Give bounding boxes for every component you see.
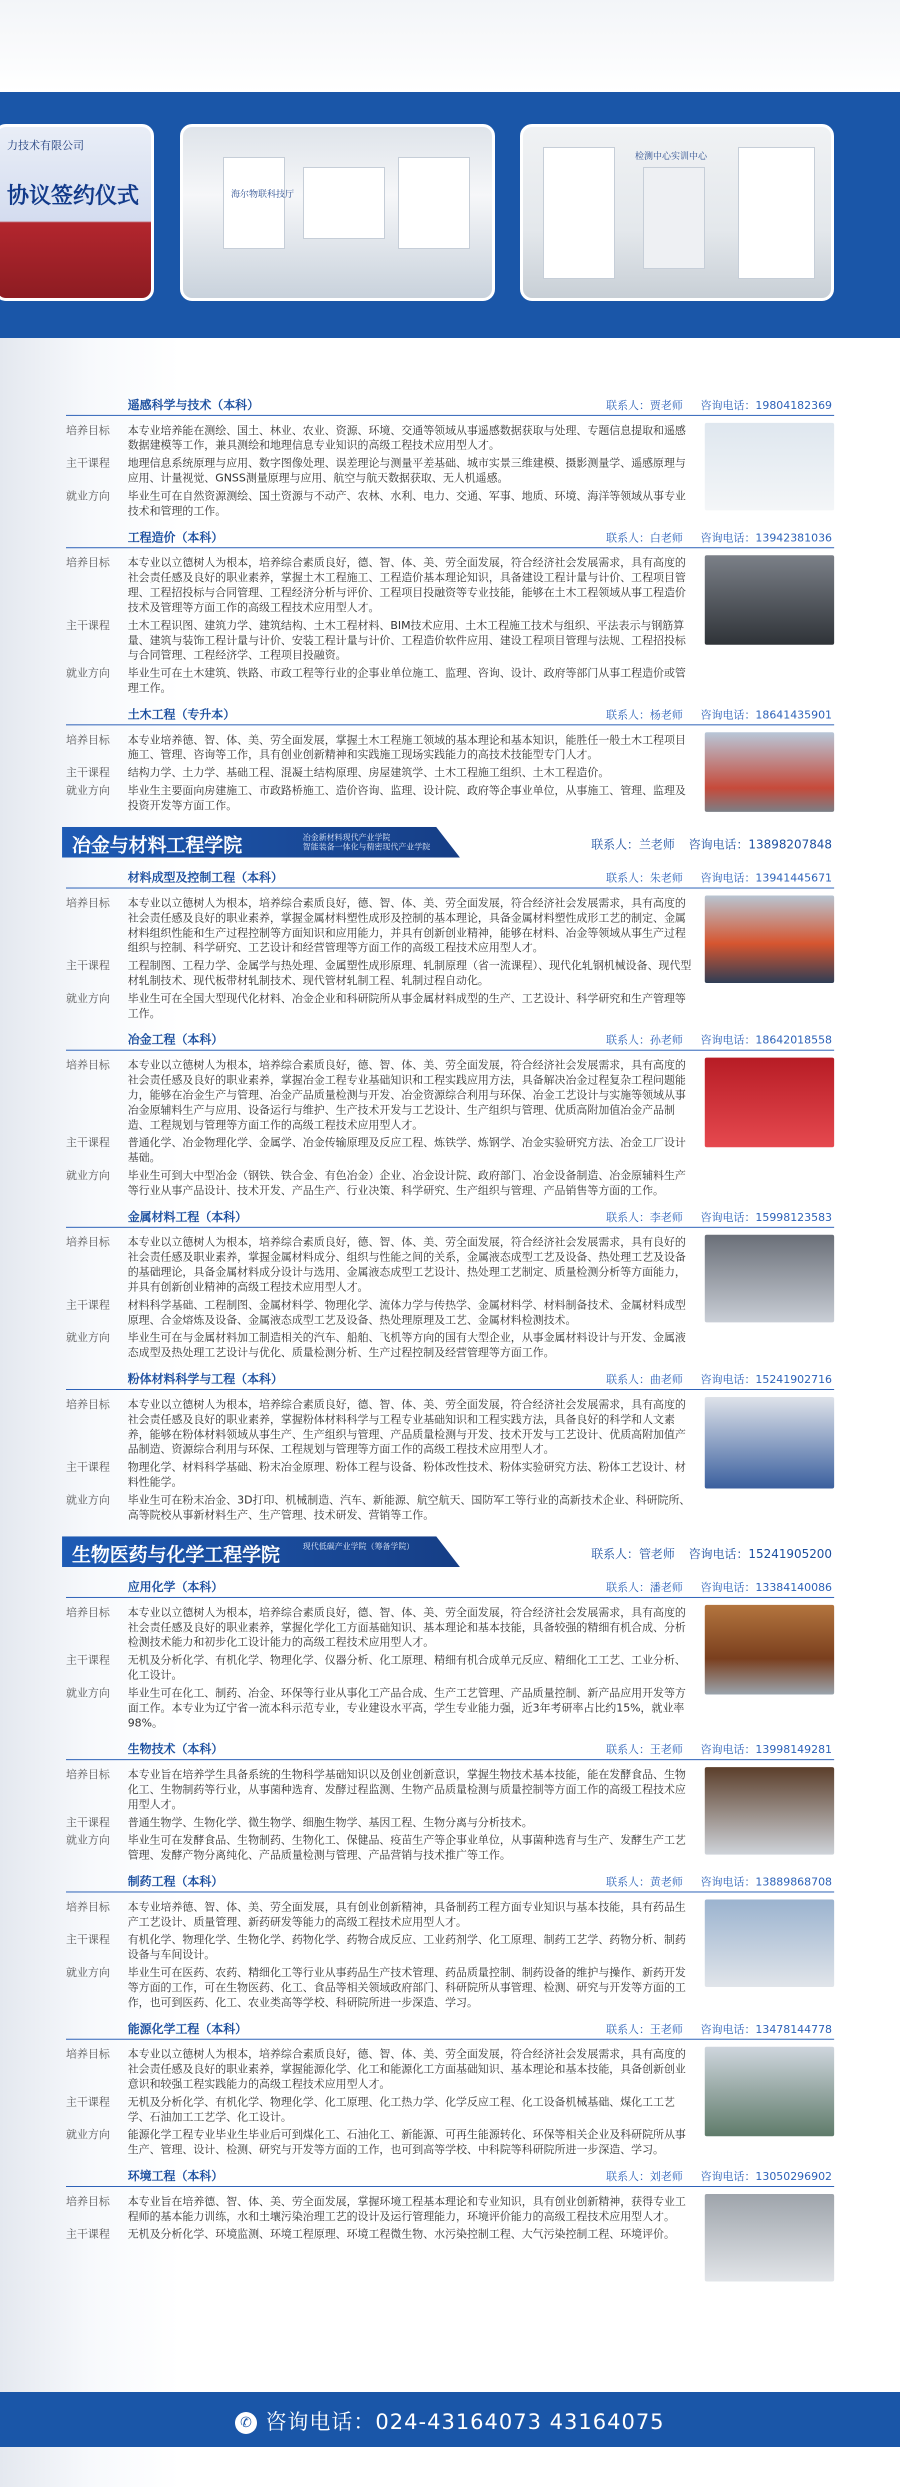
corridor-door	[643, 167, 705, 269]
row-label: 主干课程	[66, 766, 110, 780]
program-list	[66, 395, 834, 2385]
corridor-wall	[543, 147, 615, 279]
program-row	[66, 456, 697, 486]
row-text: 能源化学工程专业毕业生毕业后可到煤化工、石油化工、新能源、可再生能源转化、环保等相关企业及科研院所从事生产、管理、设计、检测、研究与开发等方面的工作，也可到高等学校、中科院等科研院所进一步深造、学习。	[127, 2128, 686, 2157]
program-header	[66, 1369, 834, 1390]
row-label: 培养目标	[66, 733, 110, 747]
row-text: 本专业培养能在测绘、国土、林业、农业、资源、环境、交通等领域从事遥感数据获取与处理、专题信息提取和遥感数据建模等工作，兼具测绘和地理信息专业知识的高级工程技术应用型人才。	[127, 423, 686, 452]
row-label: 就业方向	[66, 784, 110, 797]
row-label: 主干课程	[66, 959, 110, 973]
program-title: 制药工程（本科）	[127, 1874, 224, 1889]
program-row	[66, 618, 697, 663]
contact-phone: 咨询电话：19804182369	[700, 398, 832, 412]
program-row	[66, 1168, 697, 1198]
row-label: 培养目标	[66, 1397, 110, 1411]
contact-person: 联系人：贾老师	[606, 398, 683, 412]
program-row	[66, 895, 697, 955]
program-row	[66, 1686, 697, 1731]
college-subtitle	[303, 1542, 414, 1552]
row-label: 主干课程	[66, 2095, 110, 2109]
program-row	[66, 2227, 697, 2242]
row-label: 培养目标	[66, 423, 110, 437]
row-text: 本专业旨在培养学生具备系统的生物科学基础知识以及创业创新意识，掌握生物技术基本技能，能在发酵食品、生物化工、生物制药等行业，从事菌种选育、发酵过程监测、生物产品质量检测与质量控制等方面工作的高级工程技术应用型人才。	[127, 1768, 686, 1811]
college-contact-person: 联系人：管老师	[591, 1547, 675, 1562]
contact-phone: 咨询电话：15241902716	[700, 1373, 832, 1387]
row-text: 毕业生可在自然资源测绘、国土资源与不动产、农林、水利、电力、交通、军事、地质、环境、海洋等领域从事专业技术和管理的工作。	[127, 489, 686, 518]
row-text: 本专业以立德树人为根本，培养综合素质良好，德、智、体、美、劳全面发展，符合经济社会发展需求，具有高度的社会责任感及良好的职业素养，掌握化学化工方面基础知识、基本理论和基本技能，具备较强的精细有机合成、分析检测技术能力和初步化工设计能力的高级工程技术应用型人才。	[127, 1605, 686, 1649]
row-text: 毕业生可在发酵食品、生物制药、生物化工、保健品、疫苗生产等企事业单位，从事菌种选育与生产、发酵生产工艺管理、发酵产物分离纯化、产品质量检测与管理、产品营销与技术推广等工作。	[127, 1833, 686, 1862]
program-row	[66, 1235, 697, 1295]
program-section	[66, 1577, 834, 1733]
program-contact	[588, 529, 832, 545]
program-row	[66, 1058, 697, 1133]
program-title: 工程造价（本科）	[127, 530, 224, 545]
program-row	[66, 2094, 697, 2124]
row-label: 就业方向	[66, 1331, 110, 1345]
row-label: 就业方向	[66, 992, 110, 1005]
row-text: 本专业以立德树人为根本，培养综合素质良好，德、智、体、美、劳全面发展，符合经济社会发展需求，具有高度的社会责任感及良好的职业素养，掌握金属材料塑性成形及控制的基本理论，具备金属材料塑性成形工艺的制定、金属材料组织性能和生产过程控制等方面知识和应用能力，并具有创新创业精神，能够在材料、冶金等领域从事生产过程组织与控制、科学研究、工艺设计和经营管理等方面工作的高级工程技术应用型人才。	[127, 896, 686, 955]
contact-person: 联系人：孙老师	[606, 1033, 683, 1047]
program-section	[66, 1030, 834, 1201]
college-contact-phone: 咨询电话：13898207848	[688, 837, 832, 852]
contact-person: 联系人：李老师	[606, 1210, 683, 1224]
row-text: 无机及分析化学、有机化学、物理化学、仪器分析、化工原理、精细有机合成单元反应、精细化工工艺、工业分析、化工设计。	[127, 1653, 686, 1682]
footer-phone-text: 咨询电话：024-43164073 43164075	[265, 2410, 665, 2434]
program-photo	[705, 732, 834, 812]
contact-phone: 咨询电话：13889868708	[700, 1875, 832, 1889]
program-row	[66, 1297, 697, 1327]
program-row	[66, 2127, 697, 2157]
row-label: 培养目标	[66, 556, 110, 570]
program-row	[66, 1492, 697, 1522]
program-section	[66, 1369, 834, 1525]
program-row	[66, 666, 697, 696]
program-row	[66, 1965, 697, 2010]
program-row	[66, 1899, 697, 1929]
row-label: 就业方向	[66, 1833, 110, 1847]
program-title: 冶金工程（本科）	[127, 1032, 224, 1047]
program-photo	[705, 2047, 834, 2137]
program-title: 应用化学（本科）	[127, 1580, 224, 1594]
program-title: 粉体材料科学与工程（本科）	[127, 1372, 283, 1387]
row-text: 土木工程识图、建筑力学、建筑结构、土木工程材料、BIM技术应用、土木工程施工技术与组织、平法表示与钢筋算量、建筑与装饰工程计量与计价、安装工程计量与计价、工程造价软件应用、建设工程项目管理与法规、工程招投标与合同管理、工程经济学、工程项目投融资。	[127, 618, 686, 662]
program-contact	[588, 1579, 832, 1595]
row-label: 就业方向	[66, 1169, 110, 1183]
signing-ceremony-photo	[0, 124, 154, 301]
row-text: 本专业以立德树人为根本，培养综合素质良好，德、智、体、美、劳全面发展，符合经济社会发展需求，具有高度的社会责任感及良好的职业素养，掌握土木工程施工、工程造价基本理论知识，具备建设工程计量与计价、工程项目管理、工程招投标与合同管理、工程经济分析与评价、工程项目投融资等专业技能，能够在土木工程领域从事工程造价技术及管理等方面工作的高级工程技术应用型人才。	[127, 556, 686, 614]
contact-person: 联系人：王老师	[606, 1743, 683, 1757]
row-label: 培养目标	[66, 1235, 110, 1249]
row-label: 培养目标	[66, 896, 110, 910]
program-section	[66, 395, 834, 521]
row-text: 普通生物学、生物化学、微生物学、细胞生物学、基因工程、生物分离与分析技术。	[127, 1815, 533, 1829]
row-label: 就业方向	[66, 2128, 110, 2142]
contact-phone: 咨询电话：15998123583	[700, 1210, 832, 1224]
program-title: 生物技术（本科）	[127, 1742, 224, 1757]
program-row	[66, 2047, 697, 2092]
program-contact	[588, 1741, 832, 1757]
program-row	[66, 423, 697, 453]
program-row	[66, 1815, 697, 1830]
row-label: 就业方向	[66, 666, 110, 680]
program-row	[66, 1833, 697, 1863]
row-label: 就业方向	[66, 489, 110, 503]
program-header	[66, 704, 834, 725]
program-photo	[705, 1899, 834, 1987]
row-text: 毕业生可在全国大型现代化材料、冶金企业和科研院所从事金属材料成型的生产、工艺设计、科学研究和生产管理等工作。	[127, 992, 686, 1020]
row-label: 培养目标	[66, 1605, 110, 1619]
college-contact	[577, 836, 832, 853]
program-row	[66, 1135, 697, 1165]
row-text: 毕业生可在土木建筑、铁路、市政工程等行业的企事业单位施工、监理、咨询、设计、政府等部门从事工程造价或管理工作。	[127, 666, 686, 695]
row-label: 就业方向	[66, 1686, 110, 1700]
row-label: 主干课程	[66, 1815, 110, 1829]
row-text: 本专业以立德树人为根本，培养综合素质良好，德、智、体、美、劳全面发展，符合经济社会发展需求，具有良好的社会责任感及职业素养，掌握金属材料成分、组织与性能之间的关系，金属液态成型工艺及设备、热处理工艺及设备的基础理论，具备金属材料成分设计与选用、金属液态成型工艺设计、热处理工艺制定、质量检测分析等方面能力，并具有创新创业精神的高级工程技术应用型人才。	[127, 1235, 686, 1294]
row-text: 有机化学、物理化学、生物化学、药物化学、药物合成反应、工业药剂学、化工原理、制药工艺学、药物分析、制药设备与车间设计。	[127, 1933, 686, 1962]
program-photo	[705, 423, 834, 511]
program-header	[66, 2019, 834, 2040]
program-row	[66, 1460, 697, 1490]
contact-phone: 咨询电话：13478144778	[700, 2022, 832, 2036]
program-row	[66, 991, 697, 1021]
program-header	[66, 1872, 834, 1893]
program-title: 遥感科学与技术（本科）	[127, 397, 260, 412]
contact-phone: 咨询电话：13942381036	[700, 531, 832, 545]
contact-person: 联系人：王老师	[606, 2022, 683, 2036]
row-text: 本专业以立德树人为根本，培养综合素质良好，德、智、体、美、劳全面发展，符合经济社会发展需求，具有高度的社会责任感及良好的职业素养，掌握粉体材料科学与工程专业基础知识和工程实践方法，具备良好的科学和人文素养，能够在粉体材料领域从事生产、生产组织与管理、产品质量检测与开发、技术开发与工艺设计、优质高附加值产品制造、资源综合利用与环保、工程规划与管理等方面工作的高级工程技术应用型人才。	[127, 1397, 686, 1456]
contact-person: 联系人：白老师	[606, 531, 683, 545]
program-title: 能源化学工程（本科）	[127, 2021, 248, 2036]
row-text: 毕业生可在化工、制药、冶金、环保等行业从事化工产品合成、生产工艺管理、产品质量控制、新产品应用开发等方面工作。本专业为辽宁省一流本科示范专业，专业建设水平高，学生专业能力强，近3年考研率占比约15%，就业率98%。	[127, 1686, 686, 1730]
program-title: 金属材料工程（本科）	[127, 1209, 248, 1224]
program-title: 土木工程（专升本）	[127, 707, 236, 722]
row-text: 本专业培养德、智、体、美、劳全面发展，具有创业创新精神，具备制药工程方面专业知识与基本技能，具有药品生产工艺设计、质量管理、新药研发等能力的高级工程技术应用型人才。	[127, 1900, 686, 1929]
contact-person: 联系人：潘老师	[606, 1581, 683, 1594]
program-contact	[588, 2168, 832, 2184]
college-subtitle-line1: 现代低碳产业学院（筹备学院）	[302, 1542, 415, 1552]
row-text: 物理化学、材料科学基础、粉末冶金原理、粉体工程与设备、粉体改性技术、粉体实验研究方法、粉体工艺设计、材料性能学。	[127, 1460, 686, 1489]
display-wall	[398, 157, 470, 249]
program-contact	[588, 1371, 832, 1387]
program-row	[66, 1653, 697, 1683]
program-row	[66, 1605, 697, 1650]
college-header	[66, 824, 834, 862]
row-label: 主干课程	[66, 1136, 110, 1150]
college-contact-person: 联系人：兰老师	[591, 837, 675, 852]
row-text: 普通化学、冶金物理化学、金属学、冶金传输原理及反应工程、炼铁学、炼钢学、冶金实验研究方法、冶金工厂设计基础。	[127, 1136, 686, 1165]
row-text: 毕业生可在粉末冶金、3D打印、机械制造、汽车、新能源、航空航天、国防军工等行业的高新技术企业、科研院所、高等院校从事新材料生产、生产管理、技术研发、营销等工作。	[127, 1493, 691, 1522]
program-title: 环境工程（本科）	[127, 2169, 224, 2184]
program-header	[66, 1030, 834, 1051]
program-contact	[588, 1032, 832, 1048]
row-text: 地理信息系统原理与应用、数字图像处理、误差理论与测量平差基础、城市实景三维建模、摄影测量学、遥感原理与应用、计量视觉、GNSS测量原理与应用、航空与航天数据获取、无人机遥感。	[127, 456, 686, 485]
program-section	[66, 704, 834, 815]
display-wall	[223, 157, 285, 249]
program-contact	[588, 397, 832, 413]
program-photo	[705, 1605, 834, 1695]
row-text: 工程制图、工程力学、金属学与热处理、金属塑性成形原理、轧制原理（省一流课程）、现代化轧钢机械设备、现代型材轧制技术、现代板带材轧制技术、现代管材轧制工程、轧制过程自动化。	[127, 959, 692, 988]
program-header	[66, 2166, 834, 2187]
program-row	[66, 1397, 697, 1457]
row-label: 主干课程	[66, 2227, 110, 2241]
program-section	[66, 527, 834, 698]
college-contact	[577, 1545, 832, 1562]
contact-phone: 咨询电话：13384140086	[700, 1581, 832, 1594]
row-label: 主干课程	[66, 1298, 110, 1312]
program-row	[66, 489, 697, 519]
program-row	[66, 958, 697, 988]
program-row	[66, 555, 697, 615]
program-row	[66, 783, 697, 813]
row-label: 主干课程	[66, 618, 110, 632]
corridor-wall	[738, 147, 815, 279]
contact-phone: 咨询电话：13998149281	[700, 1743, 832, 1757]
row-label: 培养目标	[66, 1058, 110, 1072]
program-section	[66, 868, 834, 1024]
row-label: 就业方向	[66, 1966, 110, 1980]
contact-person: 联系人：曲老师	[606, 1373, 683, 1387]
program-photo	[705, 1058, 834, 1148]
program-contact	[588, 870, 832, 886]
contact-person: 联系人：刘老师	[606, 2170, 683, 2184]
contact-person: 联系人：杨老师	[606, 708, 683, 722]
college-header	[66, 1533, 834, 1571]
program-photo	[705, 1767, 834, 1855]
row-label: 培养目标	[66, 1900, 110, 1914]
program-section	[66, 1872, 834, 2013]
program-section	[66, 2019, 834, 2160]
college-subtitle-line2: 智能装备一体化与精密现代产业学院	[302, 842, 431, 852]
program-contact	[588, 1209, 832, 1225]
program-contact	[588, 706, 832, 722]
contact-phone: 咨询电话：13050296902	[700, 2170, 832, 2184]
program-row	[66, 732, 697, 762]
program-section	[66, 1207, 834, 1363]
lab-corridor-photo	[520, 124, 834, 301]
contact-phone: 咨询电话：18642018558	[700, 1033, 832, 1047]
program-row	[66, 1932, 697, 1962]
exhibition-hall-photo	[180, 124, 495, 301]
program-contact	[588, 2021, 832, 2037]
program-row	[66, 1330, 697, 1360]
row-label: 主干课程	[66, 1653, 110, 1667]
program-header	[66, 1739, 834, 1760]
program-photo	[705, 555, 834, 645]
program-header	[66, 1577, 834, 1598]
program-photo	[705, 1235, 834, 1323]
program-photo	[705, 1397, 834, 1489]
photo-caption-company: 力技术有限公司	[7, 139, 84, 152]
row-text: 本专业以立德树人为根本，培养综合素质良好，德、智、体、美、劳全面发展，符合经济社会发展需求，具有高度的社会责任感及良好的职业素养，掌握冶金工程专业基础知识和工程实践应用方法，具备解决冶金过程复杂工程问题能力，能够在冶金生产与管理、冶金产品质量检测与开发、冶金资源综合利用与环保、冶金工艺设计与实施等领域从事冶金原辅料生产与应用、设备运行与维护、生产技术开发与工艺设计、生产组织与管理、优质高附加值冶金产品制造、工程规划与管理等方面工作的高级工程技术应用型人才。	[127, 1058, 686, 1132]
row-text: 毕业生可在与金属材料加工制造相关的汽车、船舶、飞机等方向的国有大型企业，从事金属材料设计与开发、金属液态成型及热处理工艺设计与优化、质量检测分析、生产过程控制及经营管理等方面工作。	[127, 1331, 686, 1360]
program-title: 材料成型及控制工程（本科）	[127, 870, 283, 885]
row-text: 材料科学基础、工程制图、金属材料学、物理化学、流体力学与传热学、金属材料学、材料制备技术、金属材料成型原理、合金熔炼及设备、金属液态成型工艺及设备、热处理原理及工艺、金属材料检测技术。	[127, 1298, 686, 1327]
program-contact	[588, 1874, 832, 1890]
row-label: 主干课程	[66, 456, 110, 470]
college-subtitle	[303, 833, 430, 853]
row-label: 培养目标	[66, 2194, 110, 2208]
row-text: 本专业旨在培养德、智、体、美、劳全面发展，掌握环境工程基本理论和专业知识，具有创业创新精神，获得专业工程师的基本能力训练，水和土壤污染治理工艺的设计及运行管理能力，环境评价能力的高级工程技术应用型人才。	[127, 2194, 686, 2223]
row-text: 结构力学、土力学、基础工程、混凝土结构原理、房屋建筑学、土木工程施工组织、土木工程造价。	[127, 766, 610, 780]
program-photo	[705, 2194, 834, 2282]
contact-phone: 咨询电话：18641435901	[700, 708, 832, 722]
program-section	[66, 1739, 834, 1865]
lab-sign: 检测中心实训中心	[635, 152, 708, 162]
footer-phone	[235, 2406, 664, 2436]
contact-person: 联系人：朱老师	[606, 871, 683, 885]
college-subtitle-line1: 冶金新材料现代产业学院	[302, 832, 391, 842]
row-text: 无机及分析化学、有机化学、物理化学、化工原理、化工热力学、化学反应工程、化工设备机械基础、煤化工工艺学、石油加工工艺学、化工设计。	[127, 2095, 675, 2124]
program-row	[66, 1767, 697, 1812]
college-name: 生物医药与化学工程学院	[71, 1544, 280, 1567]
row-label: 培养目标	[66, 2047, 110, 2061]
contact-phone: 咨询电话：13941445671	[700, 871, 832, 885]
college-contact-phone: 咨询电话：15241905200	[688, 1547, 832, 1562]
phone-icon: ✆	[235, 2412, 257, 2434]
program-header	[66, 1207, 834, 1228]
display-wall	[303, 167, 385, 239]
program-row	[66, 2194, 697, 2224]
row-text: 毕业生主要面向房建施工、市政路桥施工、造价咨询、监理、设计院、政府等企事业单位，从事施工、管理、监理及投资开发等方面工作。	[127, 784, 686, 812]
program-row	[66, 765, 697, 780]
program-section	[66, 2166, 834, 2281]
program-header	[66, 395, 834, 416]
row-text: 毕业生可到大中型冶金（钢铁、铁合金、有色冶金）企业、冶金设计院、政府部门、冶金设备制造、冶金原辅料生产等行业从事产品设计、技术开发、产品生产、行业决策、科学研究、生产组织与管理、产品销售等方面的工作。	[127, 1169, 686, 1197]
row-text: 本专业培养德、智、体、美、劳全面发展，掌握土木工程施工领域的基本理论和基本知识，能胜任一般土木工程项目施工、管理、咨询等工作，具有创业创新精神和实践施工现场实践能力的高技术技能型专门人才。	[127, 733, 686, 762]
top-band	[0, 0, 900, 92]
hall-sign: 海尔物联科技厅	[231, 190, 295, 200]
row-label: 培养目标	[66, 1768, 110, 1782]
program-header	[66, 527, 834, 548]
row-text: 无机及分析化学、环境监测、环境工程原理、环境工程微生物、水污染控制工程、大气污染控制工程、环境评价。	[127, 2227, 675, 2241]
footer-bar	[0, 2392, 900, 2447]
row-text: 毕业生可在医药、农药、精细化工等行业从事药品生产技术管理、药品质量控制、制药设备的维护与操作、新药开发等方面的工作，可在生物医药、化工、食品等相关领域政府部门、科研院所从事管理、检测、研究与开发等方面的工作，也可到医药、化工、农业类高等学校、科研院所进一步深造、学习。	[127, 1966, 686, 2009]
photo-banner	[0, 92, 900, 338]
row-label: 主干课程	[66, 1933, 110, 1947]
row-label: 就业方向	[66, 1493, 110, 1507]
row-text: 本专业以立德树人为根本，培养综合素质良好，德、智、体、美、劳全面发展，符合经济社会发展需求，具有高度的社会责任感及良好的职业素养，掌握能源化学、化工和能源化工方面基础知识、基本理论和基本技能，具备创新创业意识和较强工程实践能力的高级工程技术应用型人才。	[127, 2047, 686, 2091]
row-label: 主干课程	[66, 1460, 110, 1474]
contact-person: 联系人：黄老师	[606, 1875, 683, 1889]
program-photo	[705, 895, 834, 983]
program-header	[66, 868, 834, 889]
photo-caption-ceremony: 协议签约仪式	[7, 184, 140, 209]
college-name: 冶金与材料工程学院	[71, 834, 243, 857]
